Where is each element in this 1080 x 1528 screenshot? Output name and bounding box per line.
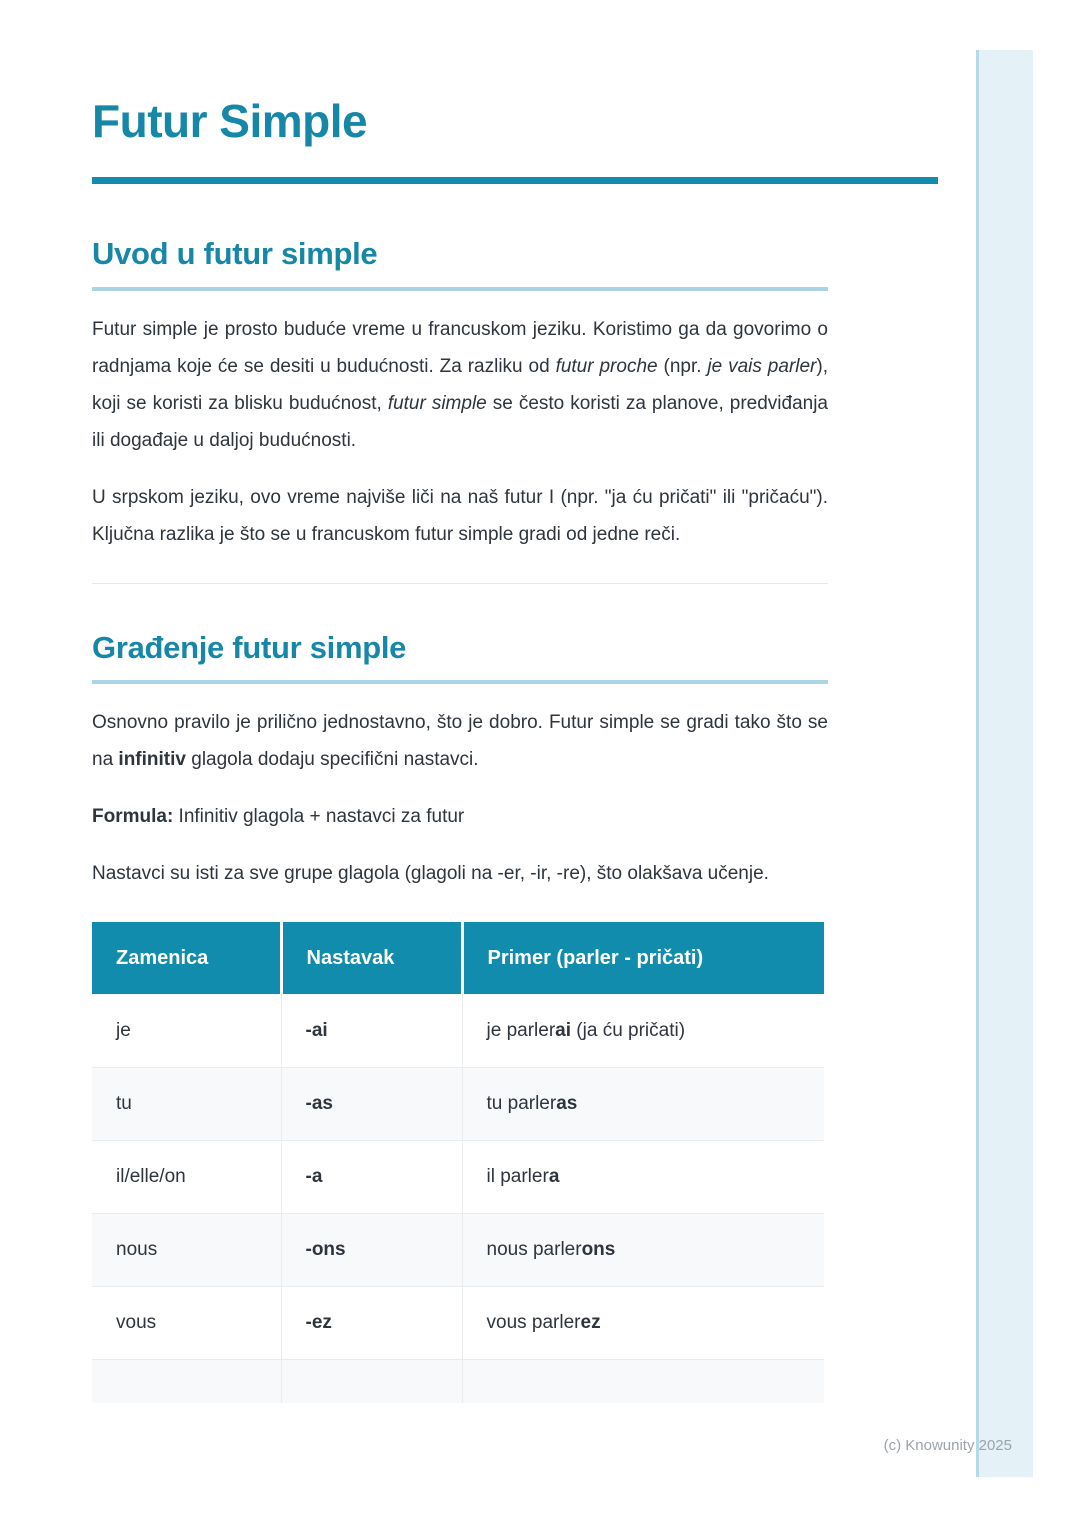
conjugation-table-container	[92, 922, 824, 1403]
paragraph: U srpskom jeziku, ovo vreme najviše liči na naš futur I (npr. "ja ću pričati" ili "pričaću"). Ključna razlika je što se u francuskom futur simple gradi od jedne reči.	[92, 486, 828, 545]
cell-empty	[92, 1359, 281, 1403]
section-rule	[92, 287, 828, 291]
cell-nastavak: -ai	[281, 994, 462, 1067]
paragraph: Osnovno pravilo je prilično jednostavno, što je dobro. Futur simple se gradi tako što se na infinitiv glagola dodaju specifični nastavci.	[92, 712, 828, 771]
table-row-partial	[92, 1359, 824, 1403]
cell-zamenica: vous	[92, 1286, 281, 1359]
cell-nastavak: -a	[281, 1140, 462, 1213]
table-row	[92, 1067, 824, 1140]
cell-nastavak: -ez	[281, 1286, 462, 1359]
cell-zamenica: je	[92, 994, 281, 1067]
cell-primer: il parlera	[462, 1140, 824, 1213]
page-title: Futur Simple	[92, 95, 368, 147]
cell-zamenica: tu	[92, 1067, 281, 1140]
cell-primer: tu parleras	[462, 1067, 824, 1140]
section-rule	[92, 680, 828, 684]
table-row	[92, 994, 824, 1067]
copyright-text: (c) Knowunity 2025	[883, 1437, 1012, 1454]
table-row	[92, 1140, 824, 1213]
section-divider	[92, 583, 828, 584]
section-heading-gradjenje: Građenje futur simple	[92, 629, 407, 665]
column-header-nastavak: Nastavak	[281, 922, 462, 994]
cell-primer: nous parlerons	[462, 1213, 824, 1286]
conjugation-table	[92, 922, 824, 1403]
column-header-primer: Primer (parler - pričati)	[462, 922, 824, 994]
cell-primer: vous parlerez	[462, 1286, 824, 1359]
side-highlight-strip	[976, 50, 1033, 1477]
paragraph: Nastavci su isti za sve grupe glagola (glagoli na -er, -ir, -re), što olakšava učenje.	[92, 863, 769, 885]
cell-zamenica: il/elle/on	[92, 1140, 281, 1213]
cell-empty	[281, 1359, 462, 1403]
table-row	[92, 1213, 824, 1286]
document-page	[92, 0, 828, 1403]
cell-nastavak: -ons	[281, 1213, 462, 1286]
formula-paragraph: Formula: Infinitiv glagola + nastavci za futur	[92, 806, 465, 828]
cell-zamenica: nous	[92, 1213, 281, 1286]
cell-nastavak: -as	[281, 1067, 462, 1140]
column-header-zamenica: Zamenica	[92, 922, 281, 994]
table-row	[92, 1286, 824, 1359]
paragraph: Futur simple je prosto buduće vreme u francuskom jeziku. Koristimo ga da govorimo o radnjama koje će se desiti u budućnosti. Za razliku od futur proche (npr. je vais parler), koji se koristi za blisku budućnost, futur simple se često koristi za planove, predviđanja ili događaje u daljoj budućnosti.	[92, 318, 828, 451]
section-heading-uvod: Uvod u futur simple	[92, 236, 378, 271]
table-header-row	[92, 922, 824, 994]
cell-empty	[462, 1359, 824, 1403]
cell-primer: je parlerai (ja ću pričati)	[462, 994, 824, 1067]
title-rule	[92, 177, 938, 184]
